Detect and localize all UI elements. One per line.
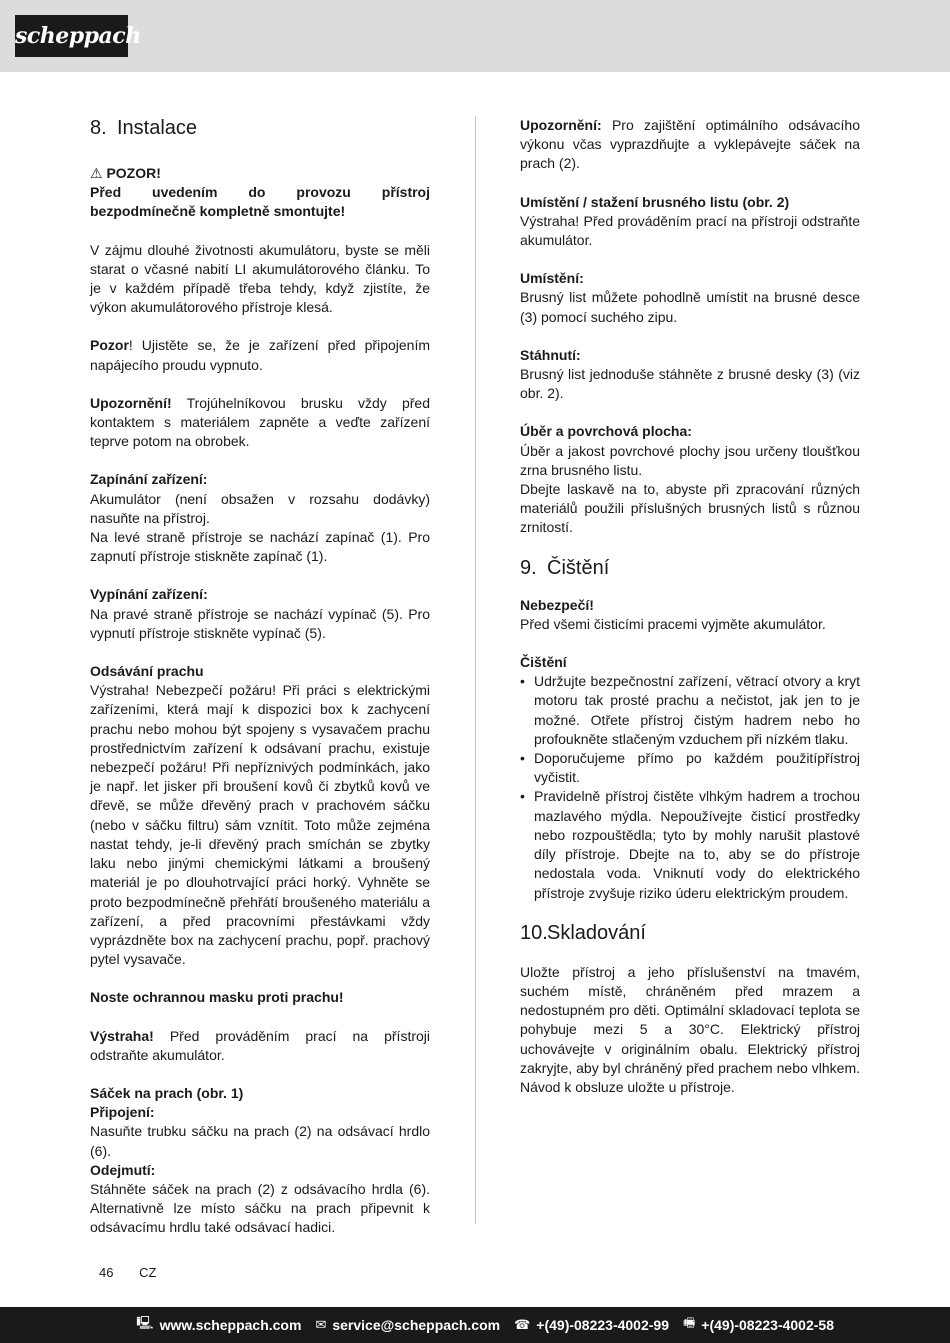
warning-label: ⚠ POZOR!: [90, 165, 161, 181]
removal-text: Brusný list jednoduše stáhněte z brusné desky (3) (viz obr. 2).: [520, 366, 860, 402]
section-heading-storage: 10. Skladování: [520, 921, 646, 944]
phone-icon: ☎: [514, 1317, 531, 1332]
connect-text: Nasuňte trubku sáčku na prach (2) na odsávací hrdlo (6).: [90, 1123, 430, 1159]
website-link[interactable]: 🖳 www.scheppach.com: [136, 1314, 301, 1336]
warning-text: Před uvedením do provozu přístroj bezpodmínečně kompletně smontujte!: [90, 184, 430, 220]
page-number: 46: [99, 1265, 114, 1280]
battery-paragraph: V zájmu dlouhé životnosti akumulátoru, byste se měli starat o včasné nabití LI akumulátorového článku. To je v každém případě třeba tehdy, když zjistíte, že výkon akumulátorového přístroje klesá.: [90, 241, 430, 316]
list-item: • Udržujte bezpečnostní zařízení, větrací otvory a kryt motoru tak prosté prachu a nečistot, jak jen to je možné. Otřete přístroj čistým hadrem nebo ho profoukněte stlačeným vzduchem při nízkém tlaku.: [520, 672, 860, 749]
removal-title: Stáhnutí:: [520, 346, 581, 363]
language-code: CZ: [139, 1265, 157, 1280]
workpiece-notice: Upozornění! Trojúhelníkovou brusku vždy před kontaktem s materiálem zapněte a veďte zařízení teprve potom na obrobek.: [90, 394, 430, 450]
scheppach-logo: scheppach: [15, 15, 128, 57]
list-item: • Doporučujeme přímo po každém použitípřístroj vyčistit.: [520, 749, 860, 787]
dust-extraction-title: Odsávání prachu: [90, 663, 204, 680]
extraction-note: Upozornění: Pro zajištění optimálního odsávacího výkonu včas vyprazdňujte a vyklepávejte sáček na prach (2).: [520, 117, 860, 172]
page-meta: [99, 1265, 178, 1280]
section-heading-cleaning: 9. Čištění: [520, 556, 610, 579]
connect-title: Připojení:: [90, 1104, 155, 1121]
switch-on-text-1: Akumulátor (není obsažen v rozsahu dodávky) nasuňte na přístroj.: [90, 490, 430, 526]
remove-text: Stáhněte sáček na prach (2) z odsávacího hrdla (6). Alternativně lze místo sáčku na prach připevnit k odsávacímu hrdlu také odsávací hadici.: [90, 1180, 430, 1236]
danger-text: Před všemi čisticími pracemi vyjměte akumulátor.: [520, 615, 826, 632]
placement-text: Brusný list můžete pohodlně umístit na brusné desce (3) pomocí suchého zipu.: [520, 289, 860, 325]
switch-off-text: Na pravé straně přístroje se nachází vypínač (5). Pro vypnutí přístroje stiskněte vypínač (5).: [90, 605, 430, 641]
cleaning-title: Čištění: [520, 654, 567, 671]
section-heading-installation: 8. Instalace: [90, 117, 198, 139]
surface-text-1: Úběr a jakost povrchové plochy jsou určeny tloušťkou zrna brusného listu.: [520, 442, 860, 478]
right-column: [520, 116, 860, 1097]
danger-title: Nebezpečí!: [520, 596, 594, 613]
mask-notice: Noste ochrannou masku proti prachu!: [90, 989, 344, 1006]
switch-on-title: Zapínání zařízení:: [90, 471, 208, 488]
surface-text-2: Dbejte laskavě na to, abyste při zpracování různých materiálů použili příslušných brusných listů s různou zrnitostí.: [520, 481, 860, 536]
storage-text: Uložte přístroj a jeho příslušenství na tmavém, suchém místě, chráněném před mrazem a nedostupném pro děti. Optimální skladovací teplota se pohybuje mezi 5 a 30°C. Elektrický přístroj uchovávejte v originálním obalu. Elektrický přístroj zakryjte, aby byl chráněný před prachem nebo vlhkem. Návod k obsluze uložte u přístroje.: [520, 963, 860, 1095]
email-link[interactable]: ✉ service@scheppach.com: [315, 1317, 501, 1333]
fax-number[interactable]: 🖷 +(49)-08223-4002-58: [683, 1314, 834, 1336]
switch-on-text-2: Na levé straně přístroje se nachází zapínač (1). Pro zapnutí přístroje stiskněte zapínač (1).: [90, 529, 430, 565]
sanding-sheet-text: Výstraha! Před prováděním prací na přístroji odstraňte akumulátor.: [520, 212, 860, 249]
dust-extraction-text: Výstraha! Nebezpečí požáru! Při práci s elektrickými zařízeními, která mají k dispozici box k zachycení prachu nebo mohou být spojeny s vysavačem prachu prostřednictvím zařízení k odsávaní prachu, existuje nebezpečí požáru! Při nepříznivých podmínkách, jako je např. let jisker při broušení kovů či zbytků kovů ve dřevě, se může dřevěný prach v prachovém sáčku (nebo v sáčku filtru) sám vznítit. Toto může zejména nastat tehdy, je-li dřevěný prach smíchán se zbytky laku nebo jinými chemickými látkami a broušený materiál je po dlouhotrvající práci horký. Vyhněte se proto bezpodmínečně přehřátí broušeného materiálu a zařízení, a před pracovními přestávkami vždy vyprázdněte box na zachycení prachu, popř. prachový pytel vysavače.: [90, 682, 430, 968]
left-column: [90, 116, 430, 1238]
column-divider: [475, 116, 476, 1224]
battery-removal-warning: Výstraha! Před prováděním prací na přístroji odstraňte akumulátor.: [90, 1027, 430, 1063]
cleaning-list: [520, 672, 860, 902]
dust-bag-title: Sáček na prach (obr. 1): [90, 1084, 244, 1101]
email-icon: ✉: [315, 1317, 327, 1332]
phone-number[interactable]: ☎ +(49)-08223-4002-99: [514, 1317, 669, 1333]
sanding-sheet-title: Umístění / stažení brusného listu (obr. 2): [520, 193, 790, 210]
fax-icon: 🖷: [683, 1315, 696, 1330]
power-caution: Pozor! Ujistěte se, že je zařízení před připojením napájecího proudu vypnuto.: [90, 337, 430, 373]
surface-title: Úběr a povrchová plocha:: [520, 423, 692, 440]
placement-title: Umístění:: [520, 270, 584, 287]
computer-icon: 🖳: [136, 1315, 154, 1330]
switch-off-title: Vypínání zařízení:: [90, 586, 208, 603]
header-bar: [0, 0, 950, 72]
list-item: • Pravidelně přístroj čistěte vlhkým hadrem a trochou mazlavého mýdla. Nepoužívejte čisticí prostředky nebo rozpouštědla; tyto by mohly narušit plastové díly přístroje. Dbejte na to, aby se do přístroje nedostala voda. Vniknutí vody do elektrického přístroje zvyšuje riziko úderu elektrickým proudem.: [520, 787, 860, 902]
footer-contact-bar: [0, 1307, 950, 1343]
remove-title: Odejmutí:: [90, 1161, 156, 1178]
